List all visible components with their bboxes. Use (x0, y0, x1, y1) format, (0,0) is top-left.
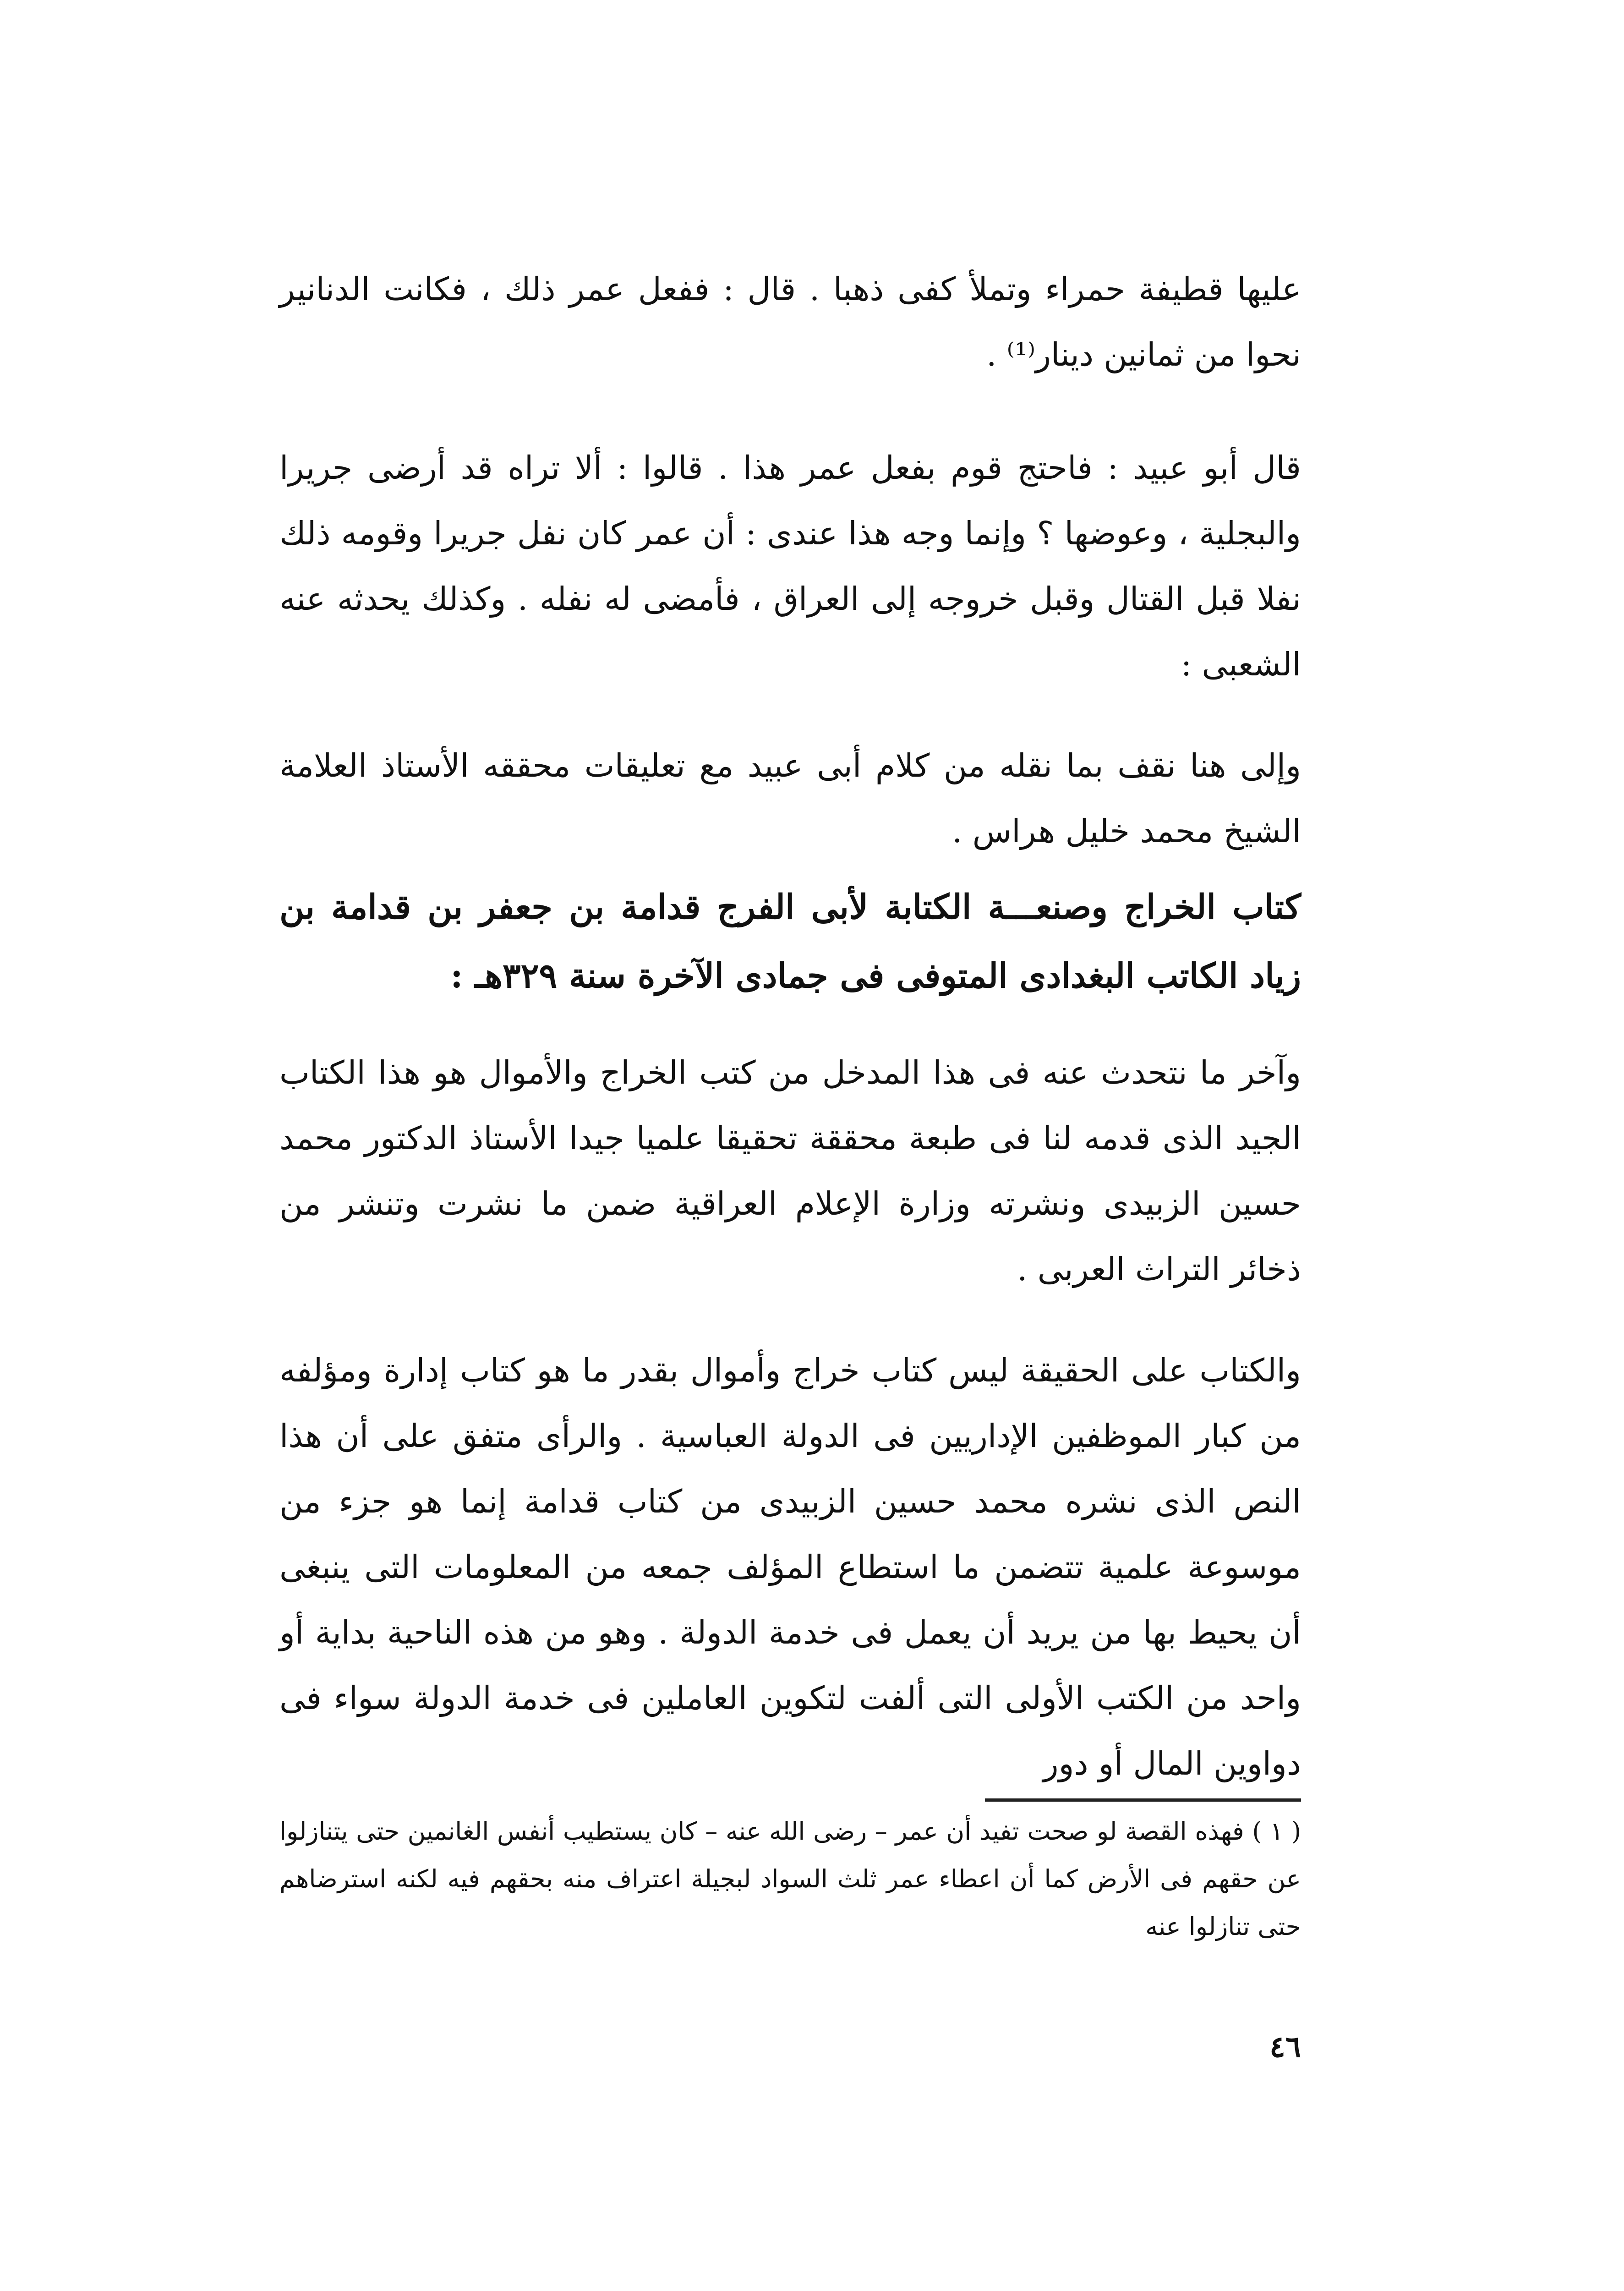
footnote-divider (985, 1798, 1301, 1802)
paragraph-book-description: والكتاب على الحقيقة ليس كتاب خراج وأموال بقدر ما هو كتاب إدارة ومؤلفه من كبار الموظفين الإداريين فى الدولة العباسية . والرأى متفق على أن هذا النص الذى نشره محمد حسين الزبيدى من كتاب قدامة إنما هو جزء من موسوعة علمية تتضمن ما استطاع المؤلف جمعه من المعلومات التى ينبغى أن يحيط بها من يريد أن يعمل فى خدمة الدولة . وهو من هذه الناحية بداية أو واحد من الكتب الأولى التى ألفت لتكوين العاملين فى خدمة الدولة سواء فى دواوين المال أو دور (279, 1352, 1301, 1782)
paragraph-abu-ubayd: قال أبو عبيد : فاحتج قوم بفعل عمر هذا . قالوا : ألا تراه قد أرضى جريرا والبجلية ، وعوضها ؟ وإنما وجه هذا عندى : أن عمر كان نفل جريرا وقومه ذلك نفلا قبل القتال وقبل خروجه إلى العراق ، فأمضى له نفله . وكذلك يحدثه عنه الشعبى : (279, 449, 1301, 683)
paragraph-transition: وإلى هنا نقف بما نقله من كلام أبى عبيد مع تعليقات محققه الأستاذ العلامة الشيخ محمد خليل هراس . (279, 747, 1301, 850)
paragraph-book-intro: وآخر ما نتحدث عنه فى هذا المدخل من كتب الخراج والأموال هو هذا الكتاب الجيد الذى قدمه لنا فى طبعة محققة تحقيقا علميا جيدا الأستاذ الدكتور محمد حسين الزبيدى ونشرته وزارة الإعلام العراقية ضمن ما نشرت وتنشر من ذخائر التراث العربى . (279, 1054, 1301, 1288)
paragraph-continuation: عليها قطيفة حمراء وتملأ كفى ذهبا . قال : ففعل عمر ذلك ، فكانت الدنانير نحوا من ثمانين دينار⁽¹⁾ . (279, 270, 1301, 373)
section-heading: كتاب الخراج وصنعـــة الكتابة لأبى الفرج قدامة بن جعفر بن قدامة بن زياد الكاتب البغدادى المتوفى فى جمادى الآخرة سنة ٣٢٩هـ : (279, 888, 1301, 996)
page-number: ٤٦ (1269, 2030, 1301, 2064)
footnote: ( ١ ) فهذه القصة لو صحت تفيد أن عمر – رضى الله عنه – كان يستطيب أنفس الغانمين حتى يتنازلوا عن حقهم فى الأرض كما أن اعطاء عمر ثلث السواد لبجيلة اعتراف منه بحقهم فيه لكنه استرضاهم حتى تنازلوا عنه (279, 1817, 1301, 1941)
